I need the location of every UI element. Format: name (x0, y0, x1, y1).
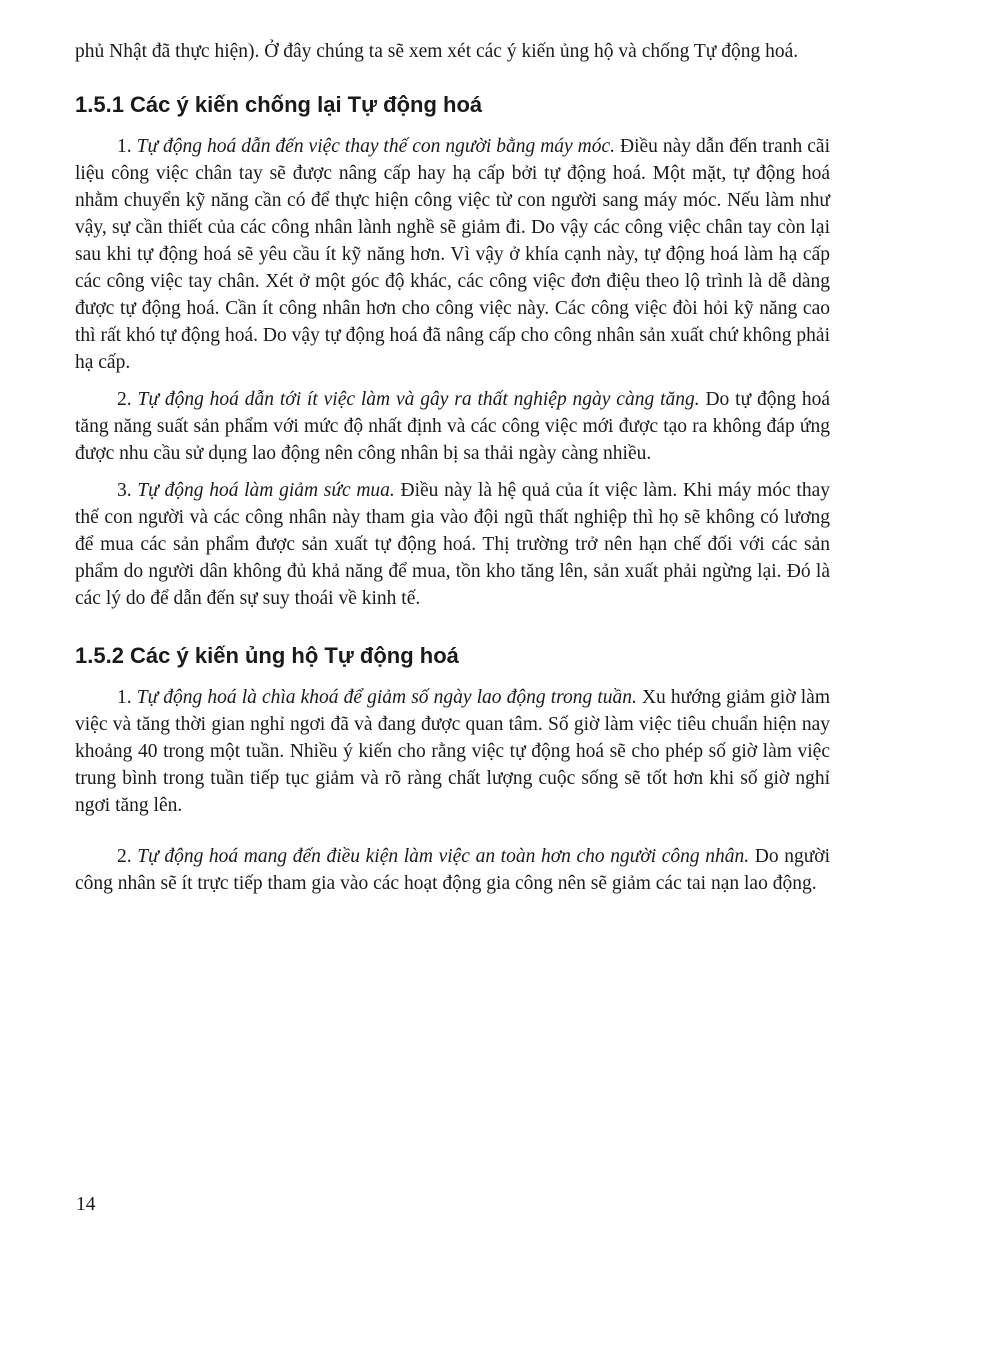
item-lead: Tự động hoá làm giảm sức mua. (137, 480, 395, 501)
item-lead: Tự động hoá dẫn đến việc thay thế con người bằng máy móc. (136, 136, 616, 157)
item-number: 2. (117, 846, 132, 867)
support-item-2 (75, 843, 830, 897)
item-number: 2. (117, 389, 132, 410)
item-body: Xu hướng giảm giờ làm việc và tăng thời gian nghỉ ngơi đã và đang được quan tâm. Số giờ làm việc tiêu chuẩn hiện nay khoảng 40 trong một tuần. Nhiều ý kiến cho rằng việc tự động hoá sẽ cho phép số giờ làm việc trung bình trong tuần tiếp tục giảm và rõ ràng chất lượng cuộc sống sẽ tốt hơn khi số giờ nghỉ ngơi tăng lên. (75, 687, 830, 816)
item-lead: Tự động hoá dẫn tới ít việc làm và gây ra thất nghiệp ngày càng tăng. (137, 389, 700, 410)
item-number: 3. (117, 480, 132, 501)
item-lead: Tự động hoá mang đến điều kiện làm việc an toàn hơn cho người công nhân. (137, 846, 750, 867)
section-heading-against: 1.5.1 Các ý kiến chống lại Tự động hoá (75, 92, 483, 117)
intro-paragraph: phủ Nhật đã thực hiện). Ở đây chúng ta sẽ xem xét các ý kiến ủng hộ và chống Tự động hoá. (75, 41, 799, 62)
item-number: 1. (117, 687, 132, 708)
page-number: 14 (76, 1194, 96, 1215)
item-body: Do người công nhân sẽ ít trực tiếp tham gia vào các hoạt động gia công nên sẽ giảm các tai nạn lao động. (75, 846, 830, 894)
item-number: 1. (117, 136, 132, 157)
against-item-3 (75, 477, 830, 612)
section-heading-support: 1.5.2 Các ý kiến ủng hộ Tự động hoá (75, 643, 459, 668)
item-body: Do tự động hoá tăng năng suất sản phẩm với mức độ nhất định và các công việc mới được tạo ra không đáp ứng được nhu cầu sử dụng lao động nên công nhân bị sa thải ngày càng nhiều. (75, 389, 830, 464)
item-lead: Tự động hoá là chìa khoá để giảm số ngày lao động trong tuần. (136, 687, 637, 708)
document-page (75, 38, 830, 897)
support-item-1 (75, 684, 830, 819)
item-body: Điều này là hệ quả của ít việc làm. Khi máy móc thay thế con người và các công nhân này tham gia vào đội ngũ thất nghiệp thì họ sẽ không có lương để mua các sản phẩm được sản xuất tự động hoá. Thị trường trở nên hạn chế đối với các sản phẩm do người dân không đủ khả năng để mua, tồn kho tăng lên, sản xuất phải ngừng lại. Đó là các lý do để dẫn đến sự suy thoái về kinh tế. (75, 480, 830, 609)
against-item-2 (75, 386, 830, 467)
against-item-1 (75, 133, 830, 376)
item-body: Điều này dẫn đến tranh cãi liệu công việc chân tay sẽ được nâng cấp hay hạ cấp bởi tự động hoá. Một mặt, tự động hoá nhằm chuyển kỹ năng cần có để thực hiện công việc từ con người sang máy móc. Nếu làm như vậy, sự cần thiết của các công nhân lành nghề sẽ giảm đi. Do vậy các công việc chân tay còn lại sau khi tự động hoá sẽ yêu cầu ít kỹ năng hơn. Vì vậy ở khía cạnh này, tự động hoá làm hạ cấp các công việc tay chân. Xét ở một góc độ khác, các công việc đơn điệu theo lộ trình là dễ dàng được tự động hoá. Cần ít công nhân hơn cho công việc này. Các công việc đòi hỏi kỹ năng cao thì rất khó tự động hoá. Do vậy tự động hoá đã nâng cấp cho công nhân sản xuất chứ không phải hạ cấp. (75, 136, 830, 373)
